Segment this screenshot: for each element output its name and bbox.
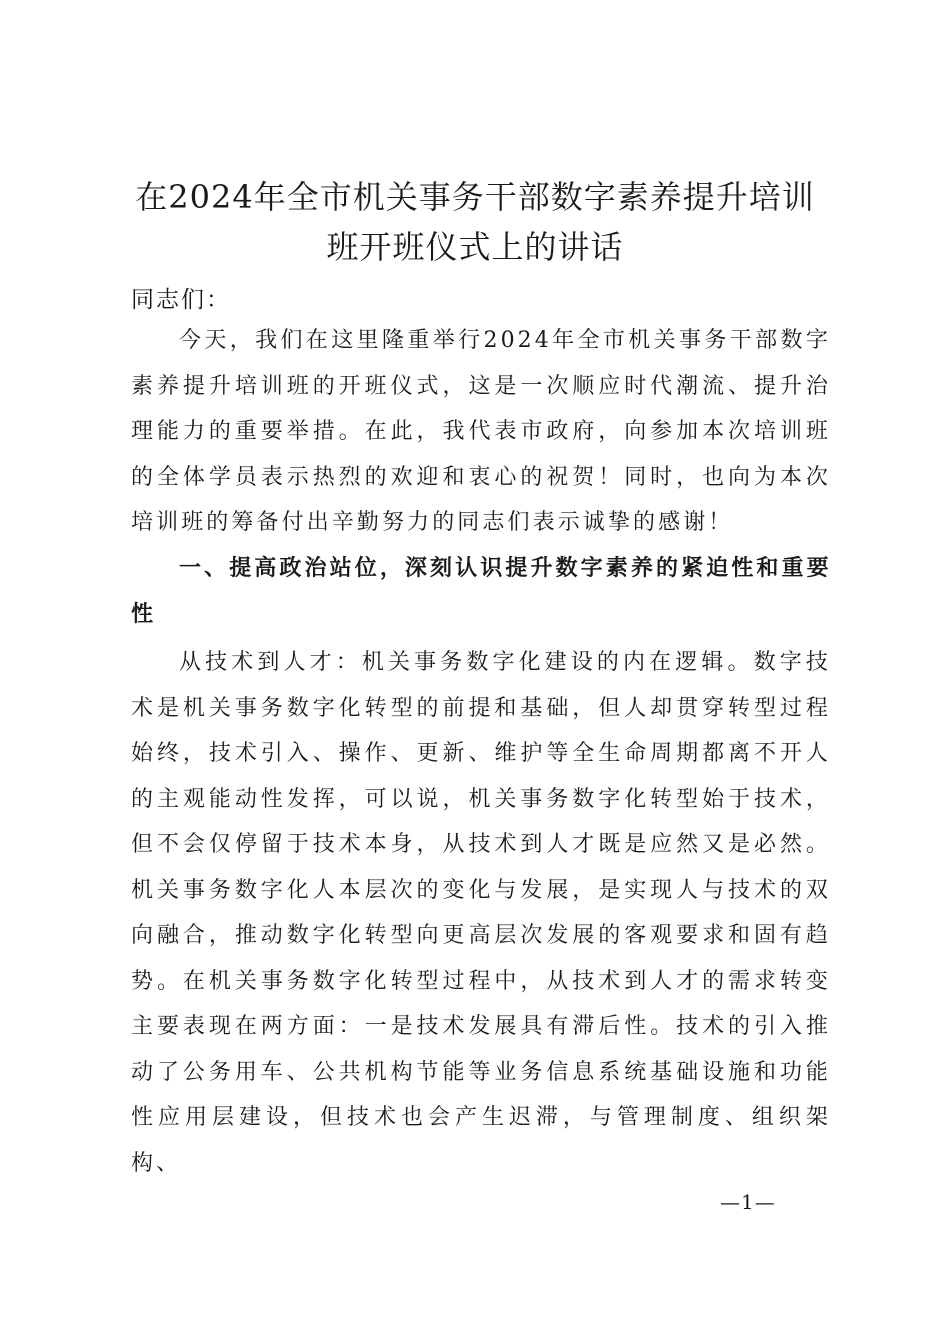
page-number: —1—: [720, 1190, 776, 1214]
section-heading: 一、提高政治站位，深刻认识提升数字素养的紧迫性和重要性: [131, 556, 831, 627]
paragraph-body: 从技术到人才：机关事务数字化建设的内在逻辑。数字技术是机关事务数字化转型的前提和基础，但人却贯穿转型过程始终，技术引入、操作、更新、维护等全生命周期都离不开人的主观能动性发挥，可以说，机关事务数字化转型始于技术，但不会仅停留于技术本身，从技术到人才既是应然又是必然。机关事务数字化人本层次的变化与发展，是实现人与技术的双向融合，推动数字化转型向更高层次发展的客观要求和固有趋势。在机关事务数字化转型过程中，从技术到人才的需求转变主要表现在两方面：一是技术发展具有滞后性。技术的引入推动了公务用车、公共机构节能等业务信息系统基础设施和功能性应用层建设，但技术也会产生迟滞，与管理制度、组织架构、: [131, 650, 831, 1176]
document-title: 在2024年全市机关事务干部数字素养提升培训班开班仪式上的讲话: [135, 178, 815, 266]
paragraph-intro: 今天，我们在这里隆重举行2024年全市机关事务干部数字素养提升培训班的开班仪式，这是一次顺应时代潮流、提升治理能力的重要举措。在此，我代表市政府，向参加本次培训班的全体学员表示热烈的欢迎和衷心的祝贺！同时，也向为本次培训班的筹备付出辛勤努力的同志们表示诚挚的感谢！: [131, 328, 831, 535]
salutation: 同志们：: [131, 287, 231, 313]
